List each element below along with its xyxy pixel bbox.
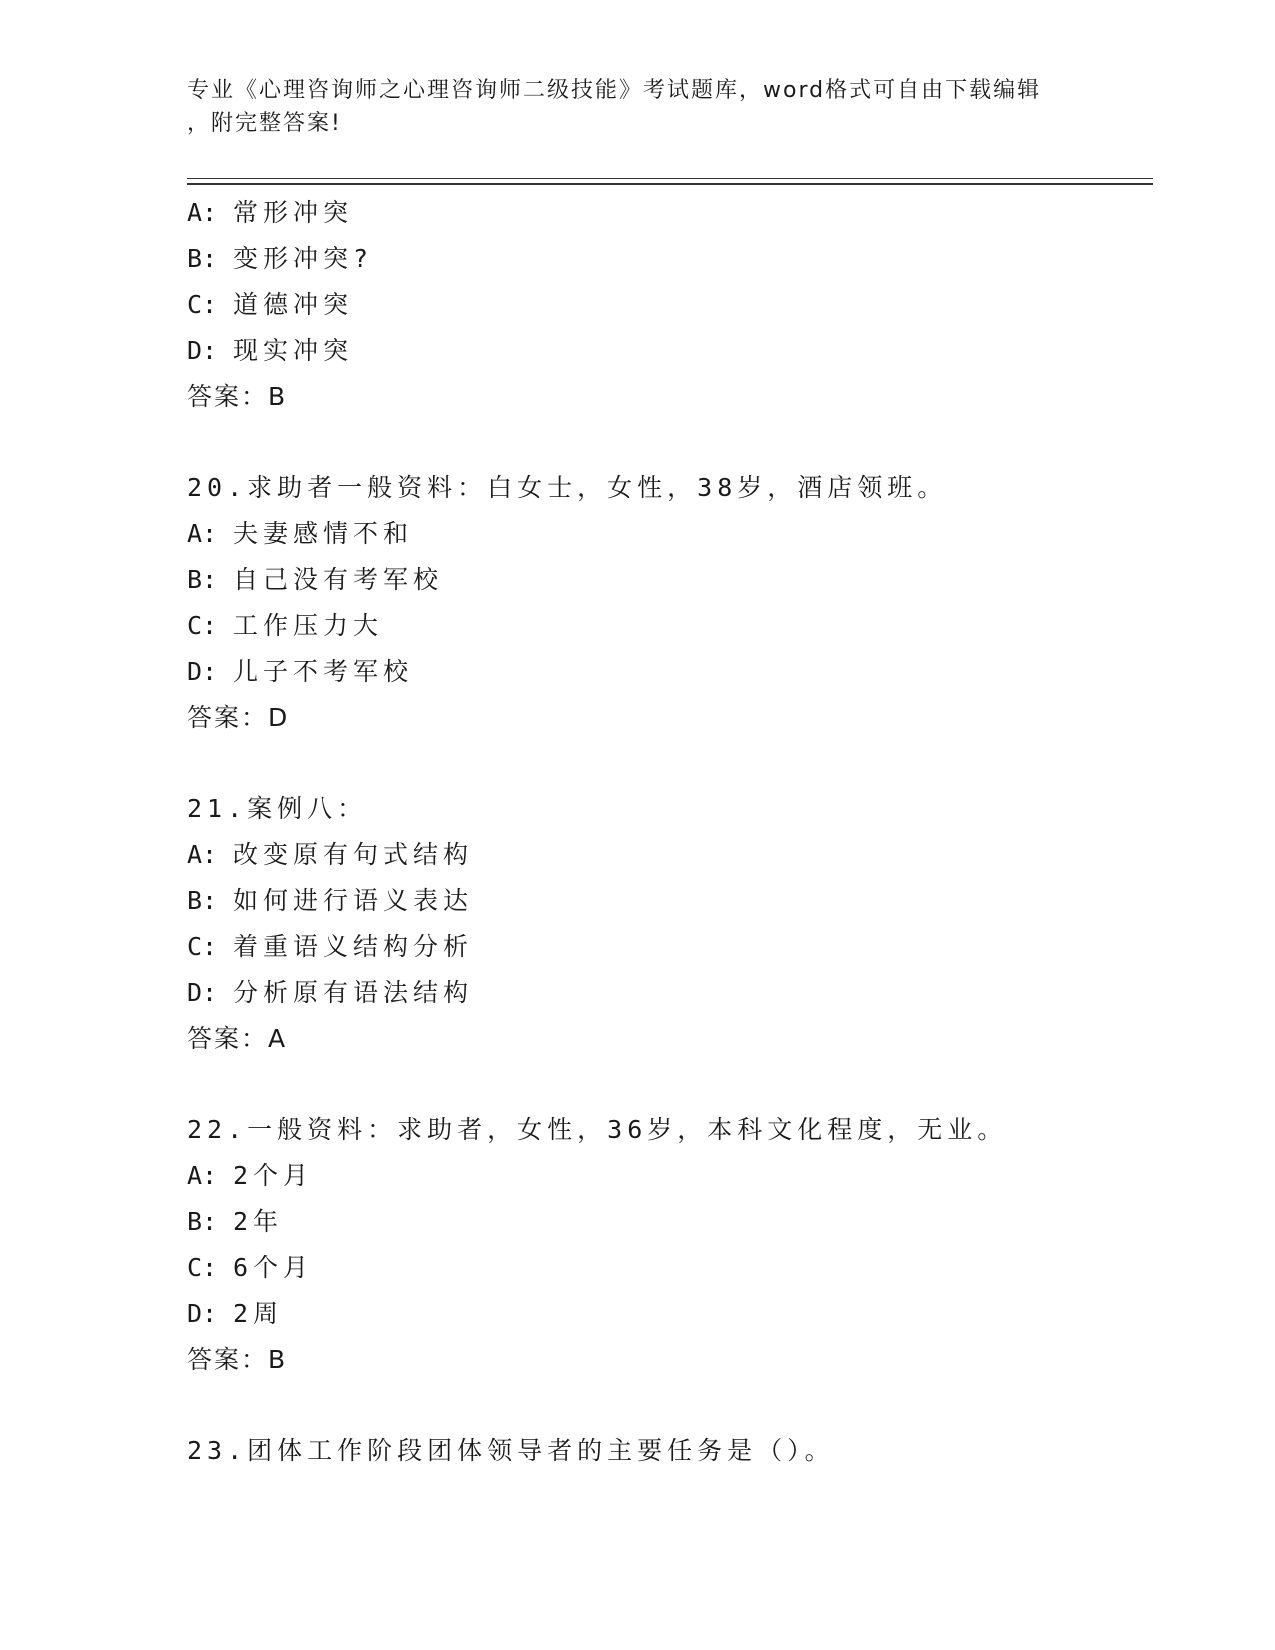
option-row xyxy=(187,511,1147,557)
question-text: 23.团体工作阶段团体领导者的主要任务是（）。 xyxy=(187,1436,835,1465)
question-list xyxy=(187,190,1147,1474)
option-label: C: xyxy=(187,932,218,961)
option-label: D: xyxy=(187,978,218,1007)
header-divider-thick xyxy=(187,183,1153,185)
option-label: B: xyxy=(187,886,218,915)
answer-value: A xyxy=(268,1024,288,1053)
header-line-2: ，附完整答案! xyxy=(187,111,342,136)
option-text: 2周 xyxy=(233,1299,284,1328)
header-line-1: 专业《心理咨询师之心理咨询师二级技能》考试题库，word格式可自由下载编辑 xyxy=(187,78,1042,103)
question-text: 22.一般资料：求助者，女性，36岁，本科文化程度，无业。 xyxy=(187,1115,1008,1144)
option-label: D: xyxy=(187,1299,218,1328)
option-row xyxy=(187,557,1147,603)
option-row xyxy=(187,1199,1147,1245)
option-text: 6个月 xyxy=(233,1253,314,1282)
option-row xyxy=(187,236,1147,282)
option-text: 常形冲突 xyxy=(233,198,354,227)
option-label: B: xyxy=(187,1207,218,1236)
answer-label: 答案： xyxy=(187,703,269,732)
answer-row xyxy=(187,695,1147,741)
header-divider-thin xyxy=(187,178,1153,179)
option-text: 自己没有考军校 xyxy=(233,565,444,594)
option-text: 如何进行语义表达 xyxy=(233,886,474,915)
option-row xyxy=(187,832,1147,878)
answer-value: B xyxy=(268,382,288,411)
option-row xyxy=(187,282,1147,328)
option-row xyxy=(187,878,1147,924)
answer-label: 答案： xyxy=(187,382,269,411)
option-label: C: xyxy=(187,1253,218,1282)
option-text: 夫妻感情不和 xyxy=(233,519,414,548)
option-label: A: xyxy=(187,519,218,548)
option-text: 改变原有句式结构 xyxy=(233,840,474,869)
option-text: 工作压力大 xyxy=(233,611,384,640)
option-row xyxy=(187,1245,1147,1291)
option-label: A: xyxy=(187,840,218,869)
option-row xyxy=(187,190,1147,236)
answer-label: 答案： xyxy=(187,1345,269,1374)
option-text: 现实冲突 xyxy=(233,336,354,365)
option-row xyxy=(187,970,1147,1016)
option-text: 道德冲突 xyxy=(233,290,354,319)
option-label: A: xyxy=(187,1161,218,1190)
question-text: 21.案例八： xyxy=(187,794,368,823)
option-text: 变形冲突? xyxy=(233,244,374,273)
option-label: D: xyxy=(187,657,218,686)
option-text: 儿子不考军校 xyxy=(233,657,414,686)
answer-label: 答案： xyxy=(187,1024,269,1053)
option-text: 2个月 xyxy=(233,1161,314,1190)
option-label: C: xyxy=(187,611,218,640)
option-label: B: xyxy=(187,565,218,594)
answer-value: D xyxy=(268,703,290,732)
question-text: 20.求助者一般资料：白女士，女性，38岁，酒店领班。 xyxy=(187,473,948,502)
option-row xyxy=(187,1291,1147,1337)
option-row xyxy=(187,1153,1147,1199)
option-row xyxy=(187,924,1147,970)
option-text: 分析原有语法结构 xyxy=(233,978,474,1007)
option-label: A: xyxy=(187,198,218,227)
option-text: 2年 xyxy=(233,1207,284,1236)
option-text: 着重语义结构分析 xyxy=(233,932,474,961)
option-label: B: xyxy=(187,244,218,273)
answer-row xyxy=(187,374,1147,420)
option-label: D: xyxy=(187,336,218,365)
answer-row xyxy=(187,1337,1147,1383)
answer-value: B xyxy=(268,1345,288,1374)
option-row xyxy=(187,649,1147,695)
option-label: C: xyxy=(187,290,218,319)
answer-row xyxy=(187,1016,1147,1062)
option-row xyxy=(187,603,1147,649)
option-row xyxy=(187,328,1147,374)
document-header xyxy=(187,74,1087,140)
